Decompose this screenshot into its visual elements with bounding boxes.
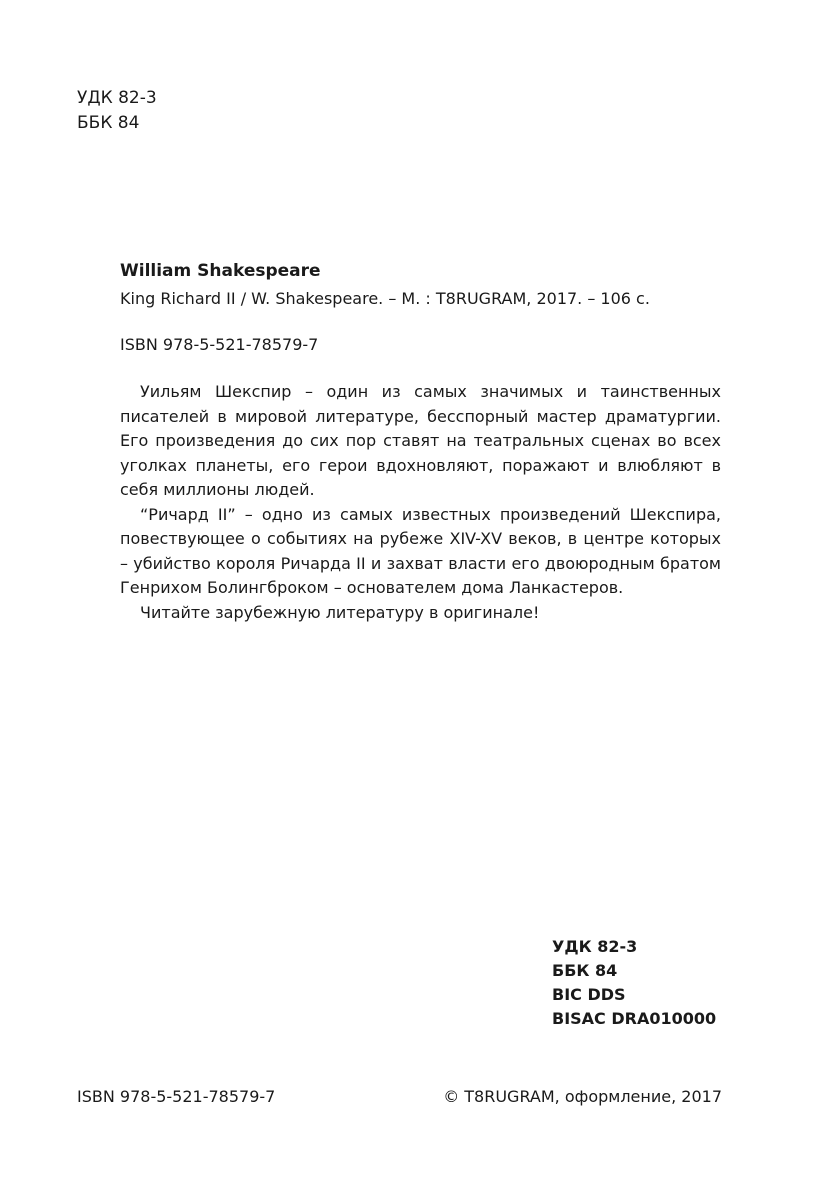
catalog-author: William Shakespeare bbox=[120, 261, 321, 281]
classification-codes-block bbox=[552, 935, 716, 1031]
bic-code: BIC DDS bbox=[552, 985, 626, 1004]
bbk-code: ББК 84 bbox=[552, 961, 618, 980]
catalog-isbn: ISBN 978-5-521-78579-7 bbox=[120, 335, 319, 354]
top-classification-block bbox=[77, 86, 157, 136]
annotation-paragraph: “Ричард II” – одно из самых известных произведений Шекспира, повествующее о событиях на рубеже XIV-XV веков, в центре которых – убийство короля Ричарда II и захват власти его двоюродным братом Генрихом Болингброком – основателем дома Ланкастеров. bbox=[120, 504, 721, 597]
annotation-block bbox=[120, 380, 721, 625]
annotation-paragraph: Читайте зарубежную литературу в оригинале! bbox=[140, 602, 540, 622]
catalog-description bbox=[120, 288, 720, 310]
footer-isbn: ISBN 978-5-521-78579-7 bbox=[77, 1087, 276, 1106]
udk-code: УДК 82-3 bbox=[552, 937, 638, 956]
footer-copyright: © T8RUGRAM, оформление, 2017 bbox=[443, 1087, 722, 1106]
top-bbk-code: ББК 84 bbox=[77, 113, 140, 133]
bisac-code: BISAC DRA010000 bbox=[552, 1009, 717, 1028]
catalog-description-text: King Richard II / W. Shakespeare. – М. : T8RUGRAM, 2017. – 106 с. bbox=[120, 289, 650, 308]
top-udk-code: УДК 82-3 bbox=[77, 88, 157, 108]
annotation-paragraph: Уильям Шекспир – один из самых значимых и таинственных писателей в мировой литературе, бесспорный мастер драматургии. Его произведения до сих пор ставят на театральных сценах во всех уголках планеты, его герои вдохновляют, поражают и влюбляют в себя миллионы людей. bbox=[120, 382, 721, 499]
